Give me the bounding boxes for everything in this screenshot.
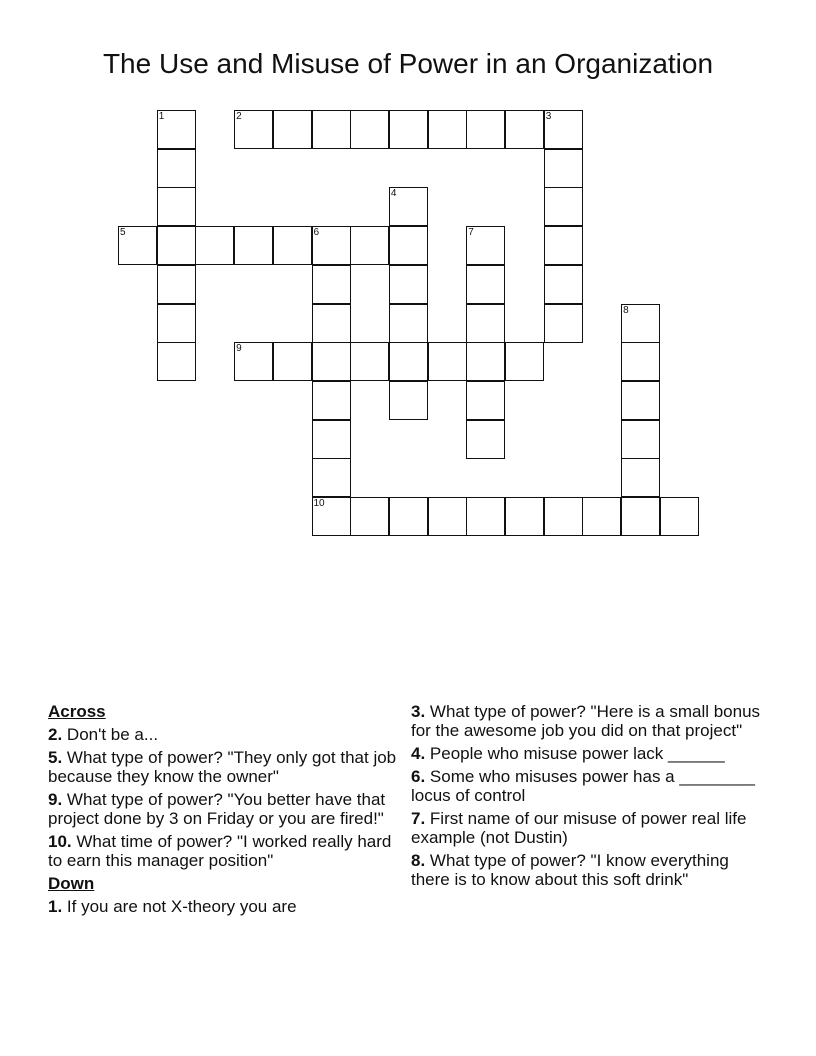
grid-cell[interactable] <box>505 342 544 381</box>
grid-cell[interactable] <box>312 304 351 343</box>
clue-text: If you are not X-theory you are <box>62 897 297 916</box>
grid-cell[interactable] <box>505 497 544 536</box>
grid-cell[interactable] <box>389 497 428 536</box>
down-clue-3 <box>411 702 771 740</box>
grid-cell[interactable] <box>273 226 312 265</box>
grid-cell[interactable] <box>157 265 196 304</box>
grid-cell[interactable] <box>157 226 196 265</box>
down-clue-7 <box>411 809 771 847</box>
grid-cell[interactable] <box>118 226 157 265</box>
clues-left-column <box>48 702 408 920</box>
grid-cell[interactable] <box>544 304 583 343</box>
clue-number: 1. <box>48 897 63 916</box>
grid-cell[interactable] <box>312 497 351 536</box>
grid-cell[interactable] <box>466 342 505 381</box>
grid-cell[interactable] <box>544 265 583 304</box>
clues-right-column <box>411 702 771 893</box>
across-clue-2 <box>48 725 408 744</box>
grid-cell[interactable] <box>157 110 196 149</box>
grid-cell[interactable] <box>195 226 234 265</box>
cell-number: 2 <box>236 111 242 122</box>
grid-cell[interactable] <box>428 110 467 149</box>
grid-cell[interactable] <box>350 497 389 536</box>
grid-cell[interactable] <box>428 342 467 381</box>
grid-cell[interactable] <box>312 265 351 304</box>
grid-cell[interactable] <box>389 342 428 381</box>
grid-cell[interactable] <box>157 149 196 188</box>
cell-number: 9 <box>236 343 242 355</box>
grid-cell[interactable] <box>312 381 351 420</box>
grid-cell[interactable] <box>350 342 389 381</box>
clue-number: 5. <box>48 748 63 767</box>
grid-cell[interactable] <box>466 226 505 265</box>
clue-number: 10. <box>48 832 72 851</box>
grid-cell[interactable] <box>312 458 351 497</box>
down-clue-6 <box>411 767 771 805</box>
grid-cell[interactable] <box>157 304 196 343</box>
down-clue-4 <box>411 744 771 763</box>
grid-cell[interactable] <box>389 304 428 343</box>
grid-cell[interactable] <box>544 187 583 226</box>
grid-cell[interactable] <box>157 342 196 381</box>
down-heading: Down <box>48 874 95 893</box>
down-clue-8 <box>411 851 771 889</box>
grid-cell[interactable] <box>389 187 428 226</box>
grid-cell[interactable] <box>234 342 273 381</box>
clue-number: 9. <box>48 790 63 809</box>
clue-number: 3. <box>411 702 426 721</box>
grid-cell[interactable] <box>621 304 660 343</box>
grid-cell[interactable] <box>466 497 505 536</box>
clue-number: 6. <box>411 767 426 786</box>
clue-text: Some who misuses power has a ________ locus of control <box>411 767 755 805</box>
across-heading: Across <box>48 702 106 721</box>
cell-number: 4 <box>390 188 397 200</box>
grid-cell[interactable] <box>621 381 660 420</box>
clue-number: 4. <box>411 744 426 763</box>
clue-text: People who misuse power lack ______ <box>425 744 725 763</box>
clue-text: Don't be a... <box>62 725 159 744</box>
cell-number: 1 <box>158 111 165 122</box>
clue-number: 7. <box>411 809 426 828</box>
grid-cell[interactable] <box>544 110 583 149</box>
grid-cell[interactable] <box>466 304 505 343</box>
grid-cell[interactable] <box>621 420 660 459</box>
grid-cell[interactable] <box>312 342 351 381</box>
grid-cell[interactable] <box>466 110 505 149</box>
cell-number: 10 <box>313 498 325 509</box>
down-clue-1 <box>48 897 408 916</box>
grid-cell[interactable] <box>428 497 467 536</box>
grid-cell[interactable] <box>389 265 428 304</box>
grid-cell[interactable] <box>621 458 660 497</box>
cell-number: 3 <box>545 111 552 122</box>
grid-cell[interactable] <box>466 420 505 459</box>
grid-cell[interactable] <box>466 265 505 304</box>
puzzle-title: The Use and Misuse of Power in an Organization <box>102 48 714 79</box>
clue-text: What type of power? "You better have that project done by 3 on Friday or you are fired!" <box>48 790 386 828</box>
across-clue-9 <box>48 790 408 828</box>
grid-cell[interactable] <box>660 497 699 536</box>
grid-cell[interactable] <box>544 149 583 188</box>
cell-number: 5 <box>120 227 126 239</box>
grid-cell[interactable] <box>234 110 273 149</box>
clue-number: 8. <box>411 851 426 870</box>
clue-text: What time of power? "I worked really hard to earn this manager position" <box>48 832 392 870</box>
grid-cell[interactable] <box>389 110 428 149</box>
grid-cell[interactable] <box>234 226 273 265</box>
grid-cell[interactable] <box>312 420 351 459</box>
grid-cell[interactable] <box>389 381 428 420</box>
grid-cell[interactable] <box>157 187 196 226</box>
cell-number: 6 <box>313 227 320 239</box>
grid-cell[interactable] <box>582 497 621 536</box>
grid-cell[interactable] <box>273 342 312 381</box>
clue-number: 2. <box>48 725 63 744</box>
grid-cell[interactable] <box>505 110 544 149</box>
grid-cell[interactable] <box>466 381 505 420</box>
grid-cell[interactable] <box>544 497 583 536</box>
cell-number: 7 <box>468 227 474 239</box>
clue-text: First name of our misuse of power real life example (not Dustin) <box>411 809 747 847</box>
across-clue-5 <box>48 748 408 786</box>
grid-cell[interactable] <box>350 226 389 265</box>
across-clue-10 <box>48 832 408 870</box>
grid-cell[interactable] <box>312 110 351 149</box>
grid-cell[interactable] <box>544 226 583 265</box>
grid-cell[interactable] <box>621 342 660 381</box>
cell-number: 8 <box>623 304 629 316</box>
grid-cell[interactable] <box>273 110 312 149</box>
grid-cell[interactable] <box>312 226 351 265</box>
grid-cell[interactable] <box>350 110 389 149</box>
clue-text: What type of power? "I know everything there is to know about this soft drink" <box>411 851 729 889</box>
clue-text: What type of power? "Here is a small bonus for the awesome job you did on that project" <box>411 702 761 740</box>
clue-text: What type of power? "They only got that job because they know the owner" <box>48 748 397 786</box>
grid-cell[interactable] <box>621 497 660 536</box>
grid-cell[interactable] <box>389 226 428 265</box>
